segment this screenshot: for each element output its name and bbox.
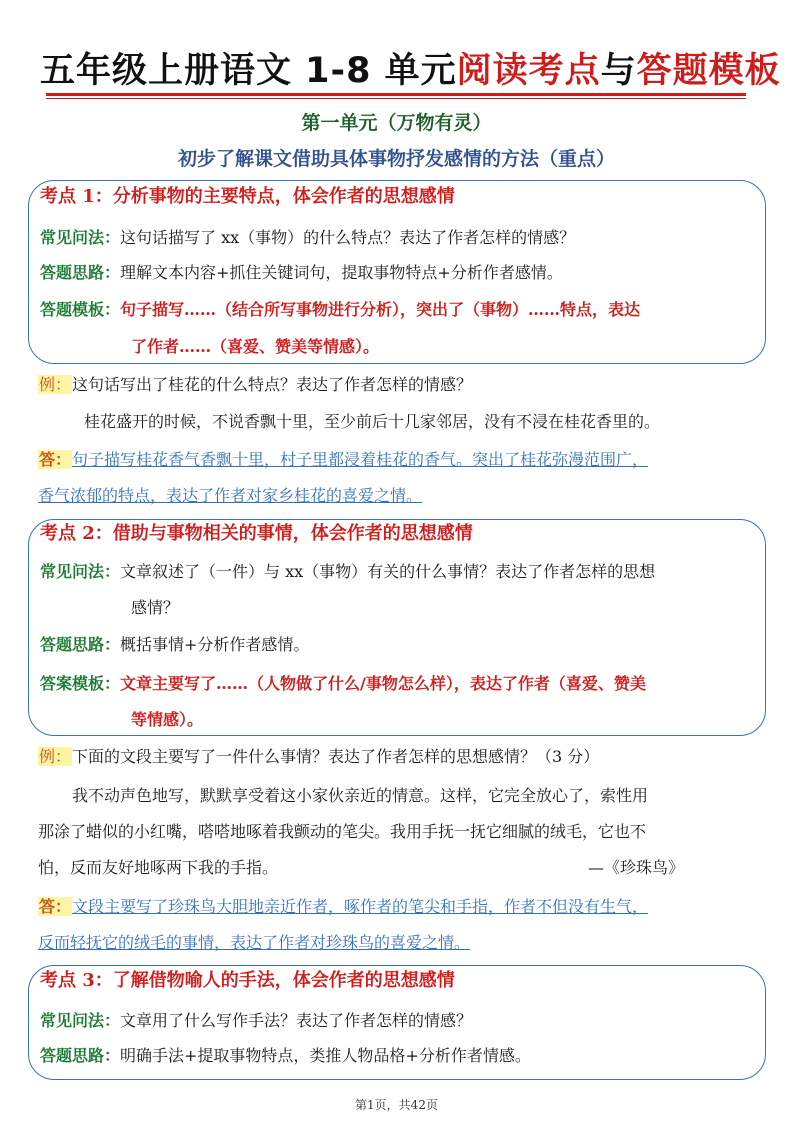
key-point-2-box [28,519,766,736]
key-point-3-heading: 考点 3：了解借物喻人的手法，体会作者的思想感情 [40,970,455,991]
answer-2-line-2: 反而轻抚它的绒毛的事情，表达了作者对珍珠鸟的喜爱之情。 [38,933,471,952]
answer-1-label: 答： [39,450,72,469]
kp3-question-text: 文章用了什么写作手法？表达了作者怎样的情感？ [120,1011,473,1030]
unit-subtitle: 初步了解课文借助具体事物抒发感情的方法（重点） [177,148,615,170]
answer-2-line-1: 文段主要写了珍珠鸟大胆地亲近作者，啄作者的笔尖和手指，作者不但没有生气， [72,897,649,916]
kp1-template-line-2: 了作者……（喜爱、赞美等情感）。 [131,337,380,356]
kp2-template-line-2: 等情感）。 [131,710,204,729]
kp1-idea-text: 理解文本内容+抓住关键词句，提取事物特点+分析作者感情。 [120,263,563,282]
kp1-idea-label: 答题思路： [40,263,121,282]
kp2-template-label: 答案模板： [40,674,121,693]
kp2-template-line-1: 文章主要写了……（人物做了什么/事物怎么样），表达了作者（喜爱、赞美 [120,674,646,693]
page-footer: 第1页，共42页 [355,1098,438,1112]
example-1-question: 这句话写出了桂花的什么特点？表达了作者怎样的情感？ [72,375,473,394]
example-2-row [38,746,599,768]
example-2-passage-line-2: 那涂了蜡似的小红嘴，嗒嗒地啄着我颤动的笔尖。我用手抚一抚它细腻的绒毛，它也不 [38,822,647,841]
unit-title: 第一单元（万物有灵） [301,112,492,134]
answer-2-label: 答： [39,897,72,916]
kp1-template-line-1: 句子描写……（结合所写事物进行分析），突出了（事物）……特点，表达 [120,300,641,319]
answer-1-row [38,449,648,471]
title-part-4: 答题模板 [636,51,781,91]
answer-2-row [38,896,648,918]
kp2-question-line-1: 文章叙述了（一件）与 xx（事物）有关的什么事情？表达了作者怎样的思想 [120,562,656,581]
example-1-passage: 桂花盛开的时候，不说香飘十里，至少前后十几家邻居，没有不浸在桂花香里的。 [84,412,661,431]
kp1-question-label: 常见问法： [40,228,121,247]
kp1-template-row [40,299,640,321]
kp1-question-row [40,227,575,249]
kp2-template-row [40,673,646,695]
document-title [40,42,781,100]
kp2-question-row [40,561,655,583]
example-2-passage-line-3: 怕，反而友好地啄两下我的手指。 [38,858,279,877]
example-2-label: 例： [39,747,72,766]
kp2-idea-row [40,634,309,656]
title-underline [46,93,746,96]
kp3-idea-label: 答题思路： [40,1046,121,1065]
kp2-idea-text: 概括事情+分析作者感情。 [120,635,310,654]
example-1-label: 例： [39,375,72,394]
title-part-3: 与 [600,51,637,91]
key-point-1-heading: 考点 1：分析事物的主要特点，体会作者的思想感情 [40,186,455,207]
kp1-idea-row [40,262,563,284]
kp3-idea-text: 明确手法+提取事物特点，类推人物品格+分析作者情感。 [120,1046,531,1065]
kp3-idea-row [40,1045,531,1067]
kp3-question-label: 常见问法： [40,1011,121,1030]
kp2-question-line-2: 感情？ [131,598,180,617]
title-underline-thin [46,98,746,99]
example-1-row [38,374,472,396]
key-point-2-heading: 考点 2：借助与事物相关的事情，体会作者的思想感情 [40,523,473,544]
kp3-question-row [40,1010,472,1032]
example-2-source: —《珍珠鸟》 [588,858,685,877]
answer-1-line-1: 句子描写桂花香气香飘十里，村子里都浸着桂花的香气。突出了桂花弥漫范围广， [72,450,649,469]
title-part-1: 五年级上册语文 1-8 单元 [40,51,457,91]
kp2-question-label: 常见问法： [40,562,121,581]
kp1-template-label: 答题模板： [40,300,121,319]
title-part-2: 阅读考点 [456,51,601,91]
kp1-question-text: 这句话描写了 xx（事物）的什么特点？表达了作者怎样的情感？ [120,228,576,247]
example-2-question: 下面的文段主要写了一件什么事情？表达了作者怎样的思想感情？（3 分） [72,747,600,766]
example-2-passage-line-1: 我不动声色地写，默默享受着这小家伙亲近的情意。这样，它完全放心了，索性用 [72,786,649,805]
kp2-idea-label: 答题思路： [40,635,121,654]
answer-1-line-2: 香气浓郁的特点，表达了作者对家乡桂花的喜爱之情。 [38,486,423,505]
